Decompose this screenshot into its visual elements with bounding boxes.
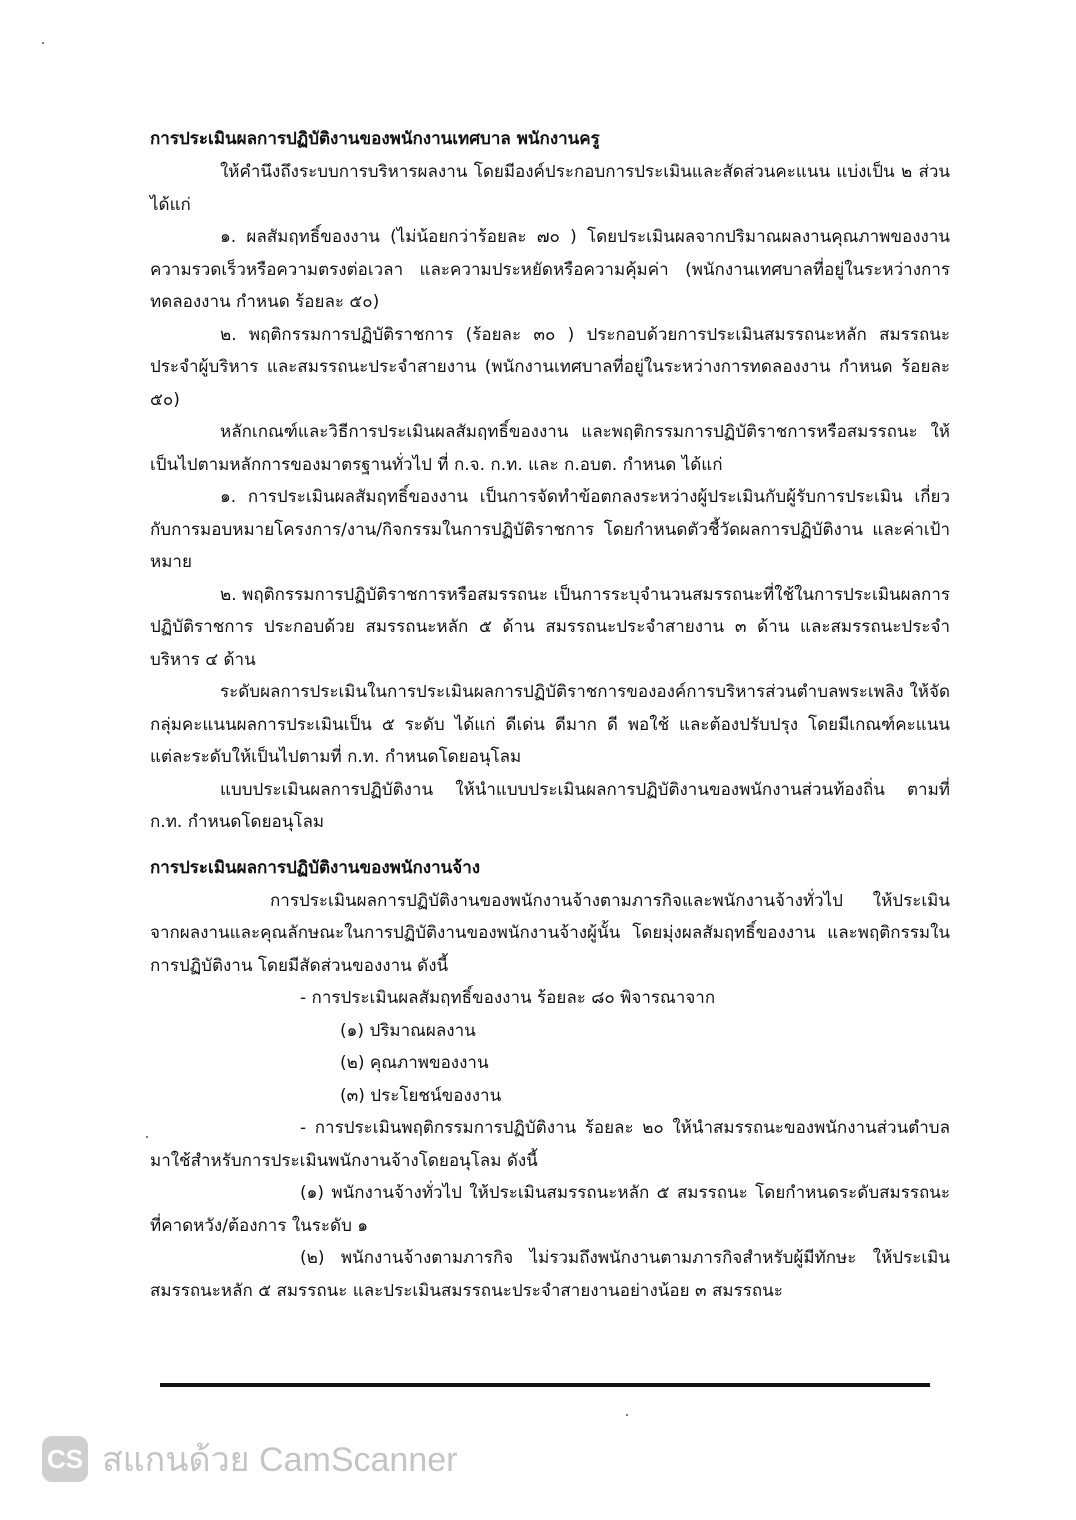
paragraph: การประเมินผลการปฏิบัติงานของพนักงานจ้างตามภารกิจและพนักงานจ้างทั่วไป ให้ประเมินจากผลงานและคุณลักษณะในการปฏิบัติงานของพนักงานจ้างผู้นั้น โดยมุ่งผลสัมฤทธิ์ของงาน และพฤติกรรมในการปฏิบัติงาน โดยมีสัดส่วนของงาน ดังนี้ xyxy=(150,890,950,976)
paragraph: ๒. พฤติกรรมการปฏิบัติราชการหรือสมรรถนะ เป็นการระบุจำนวนสมรรถนะที่ใช้ในการประเมินผลการปฏิบัติราชการ ประกอบด้วย สมรรถนะหลัก ๕ ด้าน สมรรถนะประจำสายงาน ๓ ด้าน และสมรรถนะประจำบริหาร ๔ ด้าน xyxy=(150,584,950,670)
list-item: (๒) พนักงานจ้างตามภารกิจ ไม่รวมถึงพนักงานตามภารกิจสำหรับผู้มีทักษะ ให้ประเมินสมรรถนะหลัก ๕ สมรรถนะ และประเมินสมรรถนะประจำสายงานอย่างน้อย ๓ สมรรถนะ xyxy=(150,1248,950,1301)
sub-list-item: (๒) คุณภาพของงาน xyxy=(340,1053,489,1073)
scan-speck xyxy=(42,42,44,44)
section-spacer xyxy=(150,839,950,851)
scan-speck xyxy=(626,1414,628,1416)
paragraph: ๒. พฤติกรรมการปฏิบัติราชการ (ร้อยละ ๓๐ ) ประกอบด้วยการประเมินสมรรถนะหลัก สมรรถนะประจำผู้บริหาร และสมรรถนะประจำสายงาน (พนักงานเทศบาลที่อยู่ในระหว่างการทดลองงาน กำหนด ร้อยละ ๕๐) xyxy=(150,324,950,410)
footer-rule xyxy=(160,1383,930,1387)
camscanner-watermark xyxy=(42,1432,457,1486)
document-body xyxy=(150,122,950,1307)
camscanner-logo-text: CS xyxy=(46,1443,84,1474)
sub-list-item: (๑) ปริมาณผลงาน xyxy=(340,1020,476,1041)
paragraph: ๑. การประเมินผลสัมฤทธิ์ของงาน เป็นการจัดทำข้อตกลงระหว่างผู้ประเมินกับผู้รับการประเมิน เกี่ยวกับการมอบหมายโครงการ/งาน/กิจกรรมในการปฏิบัติราชการ โดยกำหนดตัวชี้วัดผลการปฏิบัติงาน และค่าเป้าหมาย xyxy=(150,487,950,572)
camscanner-logo-icon xyxy=(42,1436,88,1482)
paragraph: แบบประเมินผลการปฏิบัติงาน ให้นำแบบประเมินผลการปฏิบัติงานของพนักงานส่วนท้องถิ่น ตามที่ ก.ท. กำหนดโดยอนุโลม xyxy=(150,779,950,832)
watermark-text: สแกนด้วย CamScanner xyxy=(102,1441,458,1479)
list-item: - การประเมินผลสัมฤทธิ์ของงาน ร้อยละ ๘๐ พิจารณาจาก xyxy=(300,988,716,1008)
section-heading-employees: การประเมินผลการปฏิบัติงานของพนักงานจ้าง xyxy=(150,857,481,878)
paragraph: ให้คำนึงถึงระบบการบริหารผลงาน โดยมีองค์ประกอบการประเมินและสัดส่วนคะแนน แบ่งเป็น ๒ ส่วน ได้แก่ xyxy=(150,162,950,215)
section-heading-municipal-staff: การประเมินผลการปฏิบัติงานของพนักงานเทศบาล พนักงานครู xyxy=(150,129,600,149)
list-item: (๑) พนักงานจ้างทั่วไป ให้ประเมินสมรรถนะหลัก ๕ สมรรถนะ โดยกำหนดระดับสมรรถนะที่คาดหวัง/ต้องการ ในระดับ ๑ xyxy=(150,1183,950,1236)
sub-list-item: (๓) ประโยชน์ของงาน xyxy=(340,1085,502,1106)
list-item: - การประเมินพฤติกรรมการปฏิบัติงาน ร้อยละ ๒๐ ให้นำสมรรถนะของพนักงานส่วนตำบลมาใช้สำหรับการประเมินพนักงานจ้างโดยอนุโลม ดังนี้ xyxy=(150,1118,950,1171)
paragraph: ๑. ผลสัมฤทธิ์ของงาน (ไม่น้อยกว่าร้อยละ ๗๐ ) โดยประเมินผลจากปริมาณผลงานคุณภาพของงาน ความรวดเร็วหรือความตรงต่อเวลา และความประหยัดหรือความคุ้มค่า (พนักงานเทศบาลที่อยู่ในระหว่างการทดลองงาน กำหนด ร้อยละ ๕๐) xyxy=(150,227,950,312)
paragraph: หลักเกณฑ์และวิธีการประเมินผลสัมฤทธิ์ของงาน และพฤติกรรมการปฏิบัติราชการหรือสมรรถนะ ให้เป็นไปตามหลักการของมาตรฐานทั่วไป ที่ ก.จ. ก.ท. และ ก.อบต. กำหนด ได้แก่ xyxy=(150,422,950,475)
paragraph: ระดับผลการประเมินในการประเมินผลการปฏิบัติราชการขององค์การบริหารส่วนตำบลพระเพลิง ให้จัดกลุ่มคะแนนผลการประเมินเป็น ๕ ระดับ ได้แก่ ดีเด่น ดีมาก ดี พอใช้ และต้องปรับปรุง โดยมีเกณฑ์คะแนนแต่ละระดับให้เป็นไปตามที่ ก.ท. กำหนดโดยอนุโลม xyxy=(150,682,950,767)
scan-speck xyxy=(146,1136,148,1138)
